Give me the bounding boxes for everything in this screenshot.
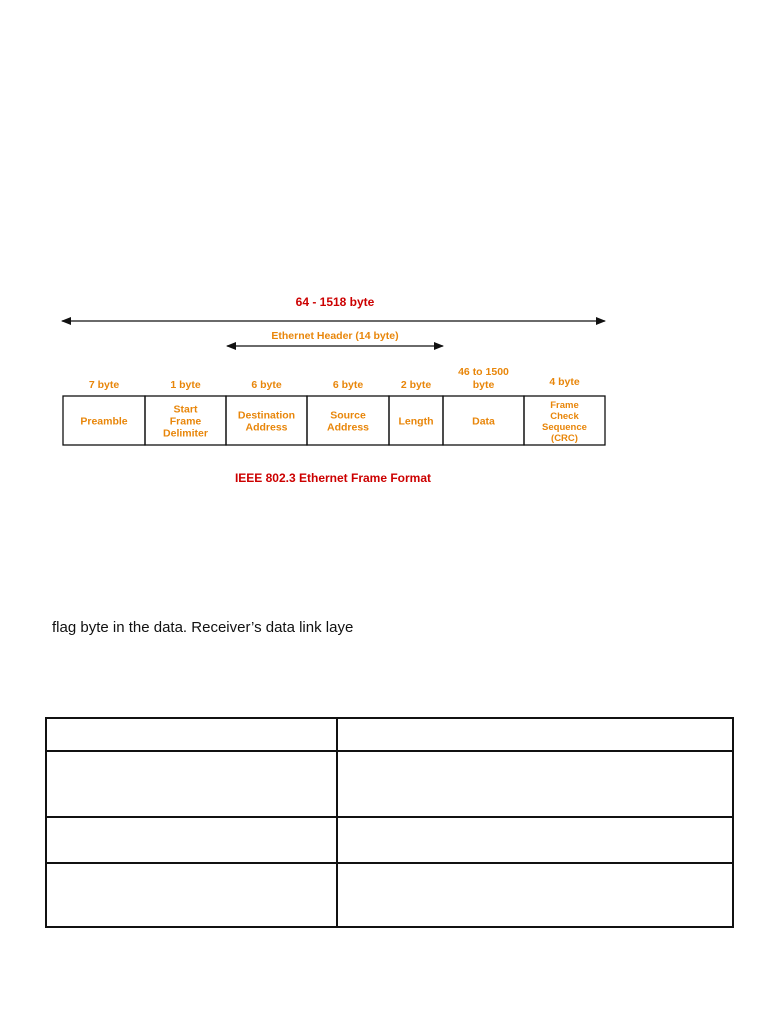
body-paragraph: flag byte in the data. Receiver’s data link laye (52, 619, 354, 636)
field-name-label: Source (330, 409, 366, 422)
table-cell (337, 817, 733, 863)
field-name-label: Start (173, 403, 198, 416)
field-size-label: 6 byte (251, 379, 282, 391)
field-size-label: byte (472, 379, 495, 391)
table-cell (46, 817, 337, 863)
empty-table (45, 717, 734, 928)
field-size-label: 7 byte (88, 379, 120, 391)
field-size-label: 6 byte (332, 379, 364, 391)
field-name-label: Address (245, 421, 288, 434)
field-name-label: (CRC) (551, 433, 578, 444)
table-cell (337, 863, 733, 927)
field-size-label: 4 byte (549, 376, 580, 388)
field-name-label: Frame (169, 415, 202, 428)
diagram-caption: IEEE 802.3 Ethernet Frame Format (234, 471, 432, 485)
table-cell (337, 718, 733, 751)
table-cell (46, 863, 337, 927)
header-length-label: Ethernet Header (14 byte) (271, 330, 399, 342)
table-row (46, 718, 733, 751)
table-row (46, 751, 733, 817)
table-cell (46, 718, 337, 751)
field-name-label: Address (326, 421, 370, 434)
table-cell (46, 751, 337, 817)
field-name-label: Destination (237, 409, 296, 422)
field-size-label: 1 byte (170, 379, 201, 391)
field-name-label: Length (398, 415, 434, 428)
table-cell (337, 751, 733, 817)
field-size-label: 2 byte (400, 379, 432, 391)
table-row (46, 863, 733, 927)
field-size-label: 46 to 1500 (458, 366, 509, 378)
field-name-label: Preamble (80, 415, 128, 428)
field-name-label: Frame (550, 400, 579, 411)
field-name-label: Sequence (542, 422, 587, 433)
total-length-label: 64 - 1518 byte (295, 295, 375, 309)
field-name-label: Delimiter (163, 427, 208, 440)
field-name-label: Check (550, 411, 579, 422)
table-row (46, 817, 733, 863)
field-name-label: Data (472, 415, 495, 428)
